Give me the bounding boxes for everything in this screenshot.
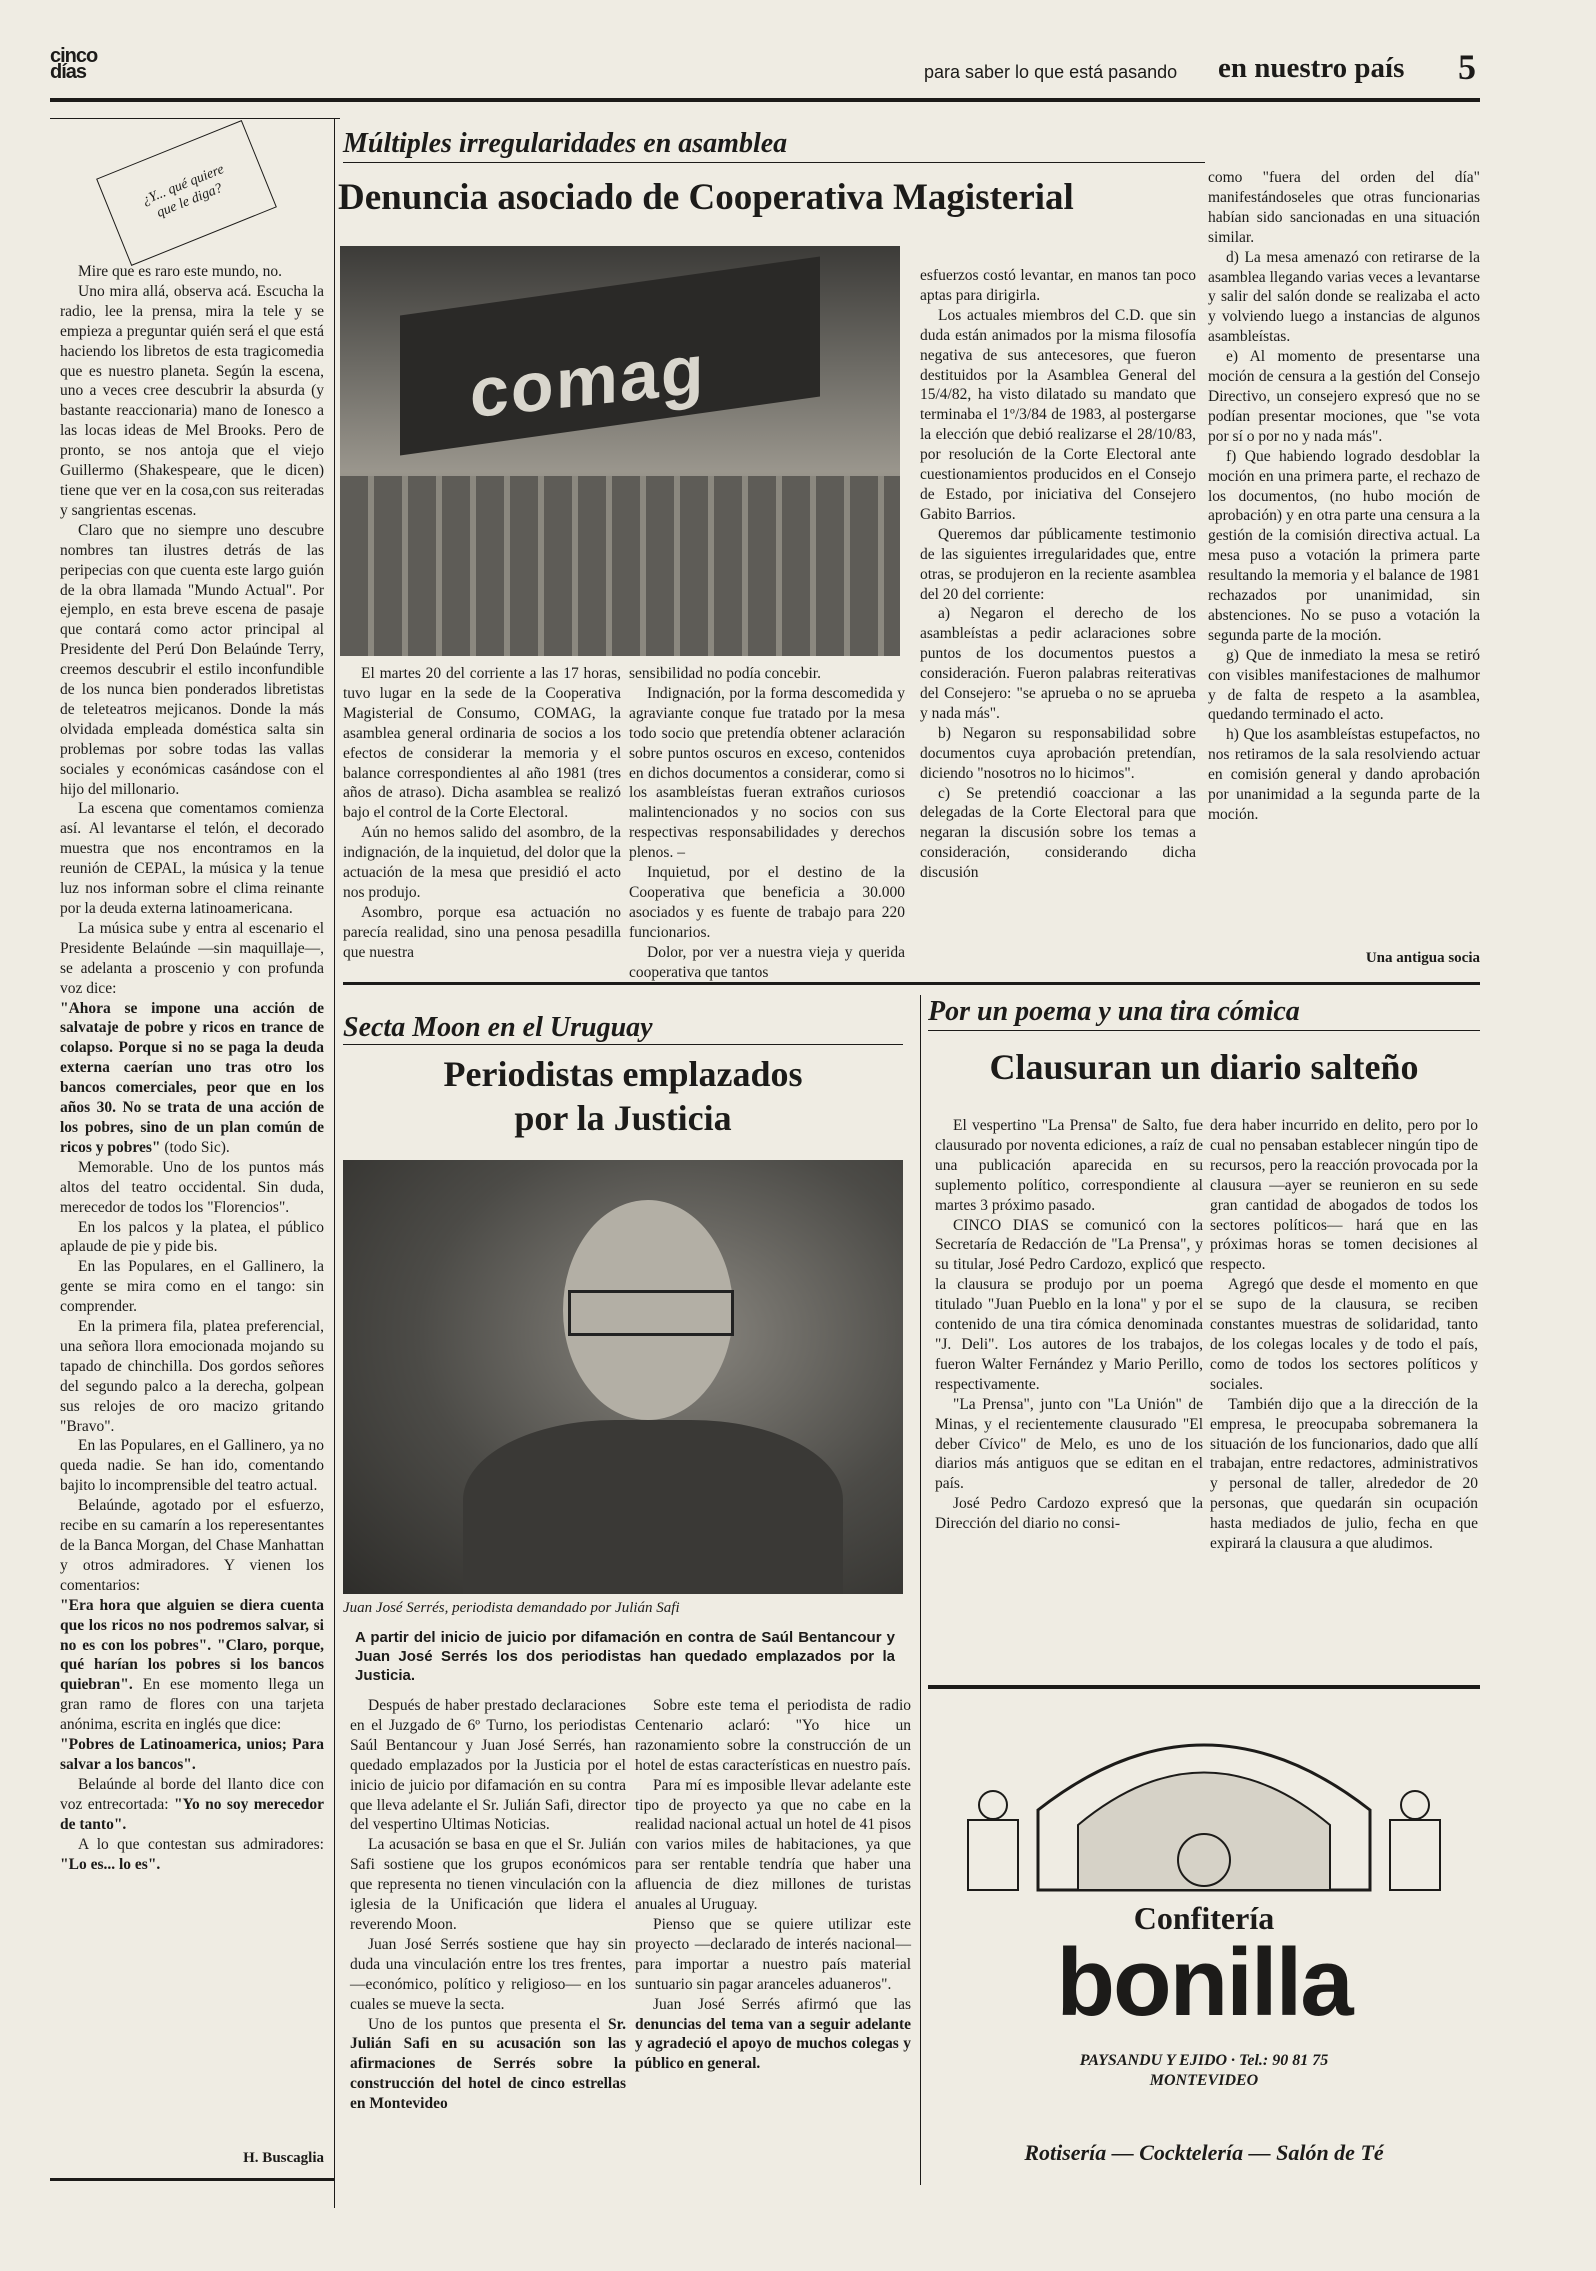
column-paragraph: Uno mira allá, observa acá. Escucha la radio, lee la prensa, mira la tele y se empieza a preguntar quién será el que está haciendo los libretos de esta tragicomedia que es nuestro planeta. Según la escena, uno a veces cree descubrir la absurda (y bastante reaccionaria) mano de Ionesco a las locas ideas de Mel Brooks. Pero de pronto, se nos antoja que el viejo Guillermo (Shakespeare, que le dicen) tiene que ver en la cosa,con sus reiteradas y sangrientas escenas.: [60, 282, 324, 519]
moon-kicker: Secta Moon en el Uruguay: [343, 1012, 653, 1043]
salto-paragraph: Agregó que desde el momento en que se supo de la clausura, se reciben constantes muestras de solidaridad, tanto de los colegas locales y de todo el país, como de todos los sectores políticos y sociales.: [1210, 1276, 1478, 1393]
moon-paragraph: Sobre este tema el periodista de radio Centenario aclaró: "Yo hice un razonamiento sobre la construcción de un hotel de estas características en nuestro país.: [635, 1697, 911, 1774]
ad-city: MONTEVIDEO: [1149, 2072, 1259, 2089]
column-quote: "Era hora que alguien se diera cuenta que los ricos no nos podremos salvar, si no es con los pobres". "Claro, porque, qué harían los pobres si los bancos quiebran".: [60, 1596, 324, 1694]
salto-col-2: [1210, 1116, 1478, 1554]
column-header-box: [96, 120, 277, 266]
column-quote: "Yo no soy merecedor de tanto".: [60, 1795, 324, 1833]
salto-paragraph: También dijo que a la dirección de la empresa, le preocupaba sobremanera la situación de los funcionarios, dado que allí trabajan, entre redactores, administrativos y personal de taller, alrededor de 20 personas, que quedarán sin ocupación hasta mediados de julio, fecha en que expirará la clausura a que aludimos.: [1210, 1395, 1478, 1553]
column-text: A lo que contestan sus admiradores:: [78, 1835, 324, 1853]
comag-paragraph: sensibilidad no podía concebir.: [629, 665, 821, 682]
salto-kicker: Por un poema y una tira cómica: [928, 996, 1300, 1027]
salto-paragraph: El vespertino "La Prensa" de Salto, fue clausurado por noventa ediciones, a raíz de una publicación aparecida en su suplemento político, correspondiente al martes 3 próximo pasado.: [935, 1117, 1203, 1214]
moon-photo-caption: Juan José Serrés, periodista demandado por Julián Safi: [343, 1600, 680, 1616]
column-quote: "Pobres de Latinoamerica, unios; Para salvar a los bancos".: [60, 1736, 324, 1773]
moon-bold-text: denuncias del tema van a seguir adelante y agradeció el apoyo de muchos colegas y público en general.: [635, 2015, 911, 2073]
column-quote-tail: (todo Sic).: [160, 1138, 230, 1156]
salto-left-rule: [920, 995, 921, 2185]
column-paragraph: En la primera fila, platea preferencial, una señora llora emocionada mojando su tapado de chinchilla. Dos gordos señores del segundo palco a la derecha, golpean sus relojes de oro macizo gritando "Bravo".: [60, 1318, 324, 1435]
column-paragraph: En los palcos y la platea, el público aplaude de pie y pide bis.: [60, 1218, 324, 1256]
column-bottom-rule: [50, 2178, 335, 2181]
moon-bold-text: Sr. Julián Safi en su acusación son las afirmaciones de Serrés sobre la construcción del hotel de cinco estrellas en Montevideo: [350, 2015, 626, 2113]
moon-col-1: [350, 1696, 626, 2114]
ad-line-1: Confitería: [1133, 1900, 1275, 1936]
bonilla-ad: [928, 1700, 1480, 2180]
salto-kicker-rule: [928, 1030, 1480, 1031]
masthead-rule: [50, 98, 1480, 102]
portrait-body: [463, 1420, 843, 1594]
column-text: Belaúnde al borde del llanto dice con voz entrecortada:: [60, 1775, 324, 1813]
column-paragraph: En las Populares, en el Gallinero, ya no queda nadie. Se han ido, comentando bajito lo incomprensible del teatro actual.: [60, 1437, 324, 1495]
moon-lead: A partir del inicio de juicio por difamación en contra de Saúl Bentancour y Juan José Serrés los dos periodistas han quedado emplazados por la Justicia.: [355, 1629, 895, 1684]
moon-paragraph: Después de haber prestado declaraciones en el Juzgado de 6º Turno, los periodistas Saúl Bentancour y Juan José Serrés, han quedado emplazados por la Justicia por el inicio de juicio por difamación en su contra que lleva adelante el Sr. Julián Safi, director del vespertino Ultimas Noticias.: [350, 1697, 626, 1834]
comag-paragraph: Inquietud, por el destino de la Cooperativa que beneficia a 30.000 asociados y es fuente de trabajo para 220 funcionarios.: [629, 864, 905, 941]
comag-headline: Denuncia asociado de Cooperativa Magisterial: [338, 177, 1074, 218]
comag-col-2: [629, 664, 905, 983]
column-paragraph: La escena que comentamos comienza así. Al levantarse el telón, el decorado muestra que nos encontramos en la reunión de CEPAL, la música y la tenue luz nos informan sobre el clima reinante por la deuda externa latinoamericana.: [60, 800, 324, 917]
comag-sign: comag: [470, 329, 706, 433]
column-header-text: ¿Y... qué quiere que le diga?: [140, 161, 227, 221]
comag-paragraph: como "fuera del orden del día" manifestándoseles que otras funcionarias habían sido sancionadas en una situación similar.: [1208, 169, 1480, 246]
moon-text: Uno de los puntos que presenta el: [368, 2015, 609, 2033]
comag-paragraph: c) Se pretendió coaccionar a las delegadas de la Corte Electoral para que negaran la discusión sobre los temas a consideración, considerando dicha discusión: [920, 784, 1196, 882]
comag-paragraph: b) Negaron su responsabilidad sobre documentos cuya aprobación pretendían, diciendo "nosotros no lo hicimos".: [920, 724, 1196, 782]
bakery-oven-illustration: [928, 1700, 1480, 1900]
masthead-rule-thin: [50, 118, 340, 119]
salto-paragraph: dera haber incurrido en delito, pero por lo cual no pensaban establecer ningún tipo de recursos, pero la reacción provocada por la clausura —ayer se reunieron en su sede gran cantidad de abogados de todos los sectores políticos— hará que en las próximas horas se tomen decisiones al respecto.: [1210, 1117, 1478, 1274]
portrait-glasses: [568, 1290, 734, 1336]
moon-text: Juan José Serrés afirmó que las: [653, 1995, 911, 2013]
ad-bottom-line: Rotisería — Cocktelería — Salón de Té: [1024, 2140, 1384, 2165]
salto-col-1: [935, 1116, 1203, 1534]
column-quote: "Lo es... lo es".: [60, 1855, 161, 1873]
column-quote: "Ahora se impone una acción de salvataje de pobre y ricos en trance de colapso. Porque si no se paga la deuda externa caerían uno tras otro los bancos comerciales, peor que en los años 30. No se trata de una acción de los pobres, sino de un plan común de ricos y pobres": [60, 999, 324, 1156]
salto-paragraph: CINCO DIAS se comunicó con la Secretaría de Redacción de "La Prensa", y su titular, José Pedro Cardozo, explicó que la clausura se produjo por un poema titulado "Juan Pueblo en la lona" y por el contenido de una tira cómica denominada "J. Deli". Los autores de los trabajos, fueron Walter Fernández y Mario Perillo, respectivamente.: [935, 1216, 1203, 1393]
moon-col-2: [635, 1696, 911, 2074]
comag-paragraph: h) Que los asambleístas estupefactos, no nos retiramos de la sala resolviendo actuar en comisión general y dando aprobación por unanimidad a la segunda parte de la moción.: [1208, 726, 1480, 823]
comag-paragraph: e) Al momento de presentarse una moción de censura a la gestión del Consejo Directivo, un consejero expresó que no se podían presentar mociones, que "se vota por sí o por no y nada más".: [1208, 348, 1480, 445]
comag-paragraph: Asombro, porque esa actuación no parecía realidad, sino una penosa pesadilla que nuestra: [343, 903, 621, 961]
comag-paragraph: Los actuales miembros del C.D. que sin duda están animados por la misma filosofía negativa de sus antecesores, que fueron destituidos por la Asamblea General del 15/4/82, ha visto dilatado su mandato que terminaba el 1º/3/84 de 1983, al postergarse la elección que debió realizarse el 28/10/83, por resolución de la Corte Electoral ante cuestionamientos producidos en el Consejo de Estado, por iniciativa del Consejero Gabito Barrios.: [920, 306, 1196, 523]
comag-kicker-rule: [343, 162, 1205, 163]
column-paragraph: Belaúnde, agotado por el esfuerzo, recibe en su camarín a los reperesentantes de la Banca Morgan, del Chase Manhattan y otros admiradores. Y vienen los comentarios:: [60, 1497, 324, 1594]
comag-paragraph: Dolor, por ver a nuestra vieja y querida cooperativa que tantos: [629, 943, 905, 981]
comag-col-4: [1208, 168, 1480, 825]
logo-line-2: días: [50, 61, 87, 83]
moon-paragraph: La acusación se basa en que el Sr. Julián Safi sostiene que los grupos económicos que representa no tienen vinculación con la iglesia de la Unificación que lidera el reverendo Moon.: [350, 1836, 626, 1933]
cinco-dias-logo: [50, 45, 98, 83]
comag-paragraph: Aún no hemos salido del asombro, de la indignación, de la inquietud, del dolor que la actuación de la mesa que presidió el acto nos produjo.: [343, 824, 621, 901]
column-paragraph: La música sube y entra al escenario el Presidente Belaúnde —sin maquillaje—, se adelanta a proscenio y con profunda voz dice:: [60, 919, 324, 997]
salto-paragraph: "La Prensa", junto con "La Unión" de Minas, y el recientemente clausurado "El deber Cívico" de Melo, es uno de los diarios más antiguos que se editan en el país.: [935, 1395, 1203, 1493]
masthead-tagline: para saber lo que está pasando: [924, 62, 1178, 82]
comag-paragraph: g) Que de inmediato la mesa se retiró con visibles manifestaciones de malhumor y de falta de respeto a la asamblea, quedando terminado el acto.: [1208, 646, 1480, 724]
column-paragraph: Memorable. Uno de los puntos más altos del teatro occidental. Sin duda, merecedor de todos los "Florencios".: [60, 1158, 324, 1216]
comag-paragraph: d) La mesa amenazó con retirarse de la asamblea llegando varias veces a levantarse y salir del salón donde se realizaba el acto y volviendo luego a instancias de algunos asambleístas.: [1208, 248, 1480, 346]
ad-top-rule: [928, 1685, 1480, 1689]
moon-headline: [343, 1052, 903, 1140]
comag-kicker: Múltiples irregularidades en asamblea: [343, 128, 788, 159]
comag-storefront: [340, 476, 900, 656]
comag-paragraph: a) Negaron el derecho de los asambleístas a pedir aclaraciones sobre puntos de los documentos puestos a consideración. Fueron palabras reiterativas del Consejero: "se aprueba o no se aprueba y nada más".: [920, 605, 1196, 722]
comag-paragraph: Queremos dar públicamente testimonio de las siguientes irregularidades que, entre otras, se produjeron en la reciente asamblea del 20 del corriente:: [920, 525, 1196, 603]
comag-paragraph: Indignación, por la forma descomedida y agraviante conque fue tratado por la mesa todo socio que pretendía obtener aclaración sobre puntos oscuros en exceso, contenidos en dichos documentos a considerar, como si los asambleístas fueran extraños curiosos malintencionados y no socios con sus respectivas responsabilidades y derechos plenos. –: [629, 684, 905, 862]
column-divider: [334, 118, 335, 2208]
column-paragraph: En las Populares, en el Gallinero, la gente se mira como en el tango: sin comprender.: [60, 1258, 324, 1316]
page-number: 5: [1458, 47, 1476, 87]
moon-paragraph: Juan José Serrés sostiene que hay sin duda una vinculación entre los tres frentes, —económico, político y religioso— en los cuales se mueve la secta.: [350, 1935, 626, 2013]
comag-col-1: [343, 664, 621, 963]
moon-paragraph: Para mí es imposible llevar adelante este tipo de proyecto ya que no cabe en la realidad nacional actual un hotel de 41 pisos con varios miles de habitaciones, ya que para ser rentable tendría que haber una afluencia de diez millones de turistas anuales al Uruguay.: [635, 1776, 911, 1914]
moon-headline-line-1: Periodistas emplazados: [443, 1054, 803, 1094]
column-paragraph: Mire que es raro este mundo, no.: [78, 263, 283, 280]
comag-signature: Una antigua socia: [1365, 950, 1480, 966]
moon-photo: [343, 1160, 903, 1594]
column-body: [60, 262, 324, 1874]
comag-photo: [340, 246, 900, 656]
column-signature: H. Buscaglia: [243, 2150, 324, 2166]
salto-paragraph: José Pedro Cardozo expresó que la Dirección del diario no consi-: [935, 1495, 1203, 1533]
salto-headline: Clausuran un diario salteño: [989, 1047, 1419, 1087]
ad-address: PAYSANDU Y EJIDO · Tel.: 90 81 75: [1079, 2052, 1329, 2069]
column-quote-tail: En ese momento llega un gran ramo de flores con una tarjeta anónima, escrita en inglés que dice:: [60, 1676, 324, 1734]
moon-paragraph: Pienso que se quiere utilizar este proyecto —declarado de interés nacional— para importar a nuestro país material suntuario sin pagar aranceles aduaneros".: [635, 1915, 911, 1993]
masthead-section: en nuestro país: [1218, 52, 1405, 84]
column-paragraph: Claro que no siempre uno descubre nombres tan ilustres detrás de las peripecias con que cuenta este largo guión de la obra llamada "Mundo Actual". Por ejemplo, en esta breve escena de pasaje que contará como actor principal al Presidente del Perú Don Belaúnde Terry, creemos descubrir el estilo inconfundible de los nunca bien ponderados libretistas de teleteatros mejicanos. Donde la más olvidada empleada doméstica salta sin problemas por sobre todas las vallas sociales y económicas casándose con el hijo del millonario.: [60, 521, 324, 798]
comag-paragraph: esfuerzos costó levantar, en manos tan poco aptas para dirigirla.: [920, 267, 1196, 304]
ad-brand: bonilla: [1056, 1929, 1352, 2036]
comag-paragraph: f) Que habiendo logrado desdoblar la moción en una primera parte, el rechazo de los documentos, (no hubo moción de aprobación) y en otra parte una censura a la gestión de la comisión directiva actual. La mesa puso a votación la primera parte resultando la memoria y el balance de 1981 rechazados por unanimidad, sin abstenciones. No se puso a votación la segunda parte de la moción.: [1208, 447, 1480, 644]
comag-bottom-rule: [343, 982, 1480, 985]
comag-col-3: [920, 266, 1196, 883]
comag-paragraph: El martes 20 del corriente a las 17 horas, tuvo lugar en la sede de la Cooperativa Magisterial de Consumo, COMAG, la asamblea general ordinaria de socios a los efectos de considerar la memoria y el balance correspondientes al año 1981 (tres años de atraso). Dicha asamblea se realizó bajo el control de la Corte Electoral.: [343, 665, 621, 822]
moon-headline-line-2: por la Justicia: [514, 1098, 732, 1138]
moon-kicker-rule: [343, 1044, 903, 1045]
logo-line-1: cinco: [50, 45, 98, 67]
